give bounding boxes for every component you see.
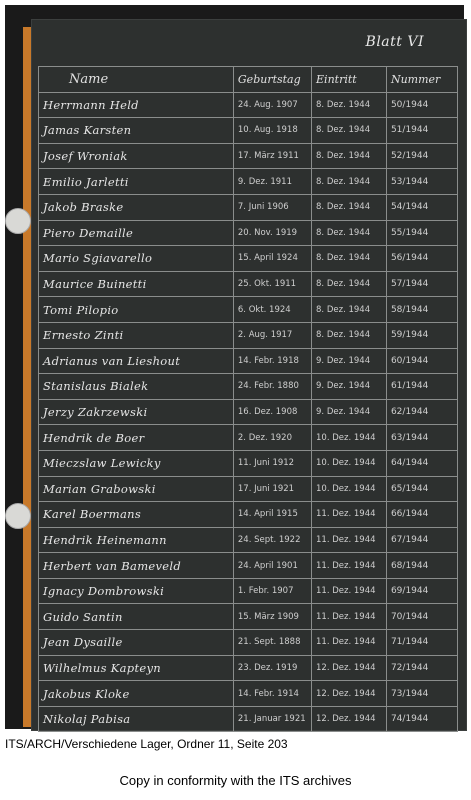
table-row (39, 220, 458, 246)
conformity-note: Copy in conformity with the ITS archives (119, 773, 352, 788)
entry-date-cell: 8. Dez. 1944 (312, 220, 387, 246)
birth-date-cell: 14. Febr. 1914 (233, 681, 311, 707)
name-cell: Maurice Buinetti (39, 271, 234, 297)
birth-date-cell: 23. Dez. 1919 (233, 655, 311, 681)
birth-date-cell: 24. Febr. 1880 (233, 374, 311, 400)
name-cell: Piero Demaille (39, 220, 234, 246)
table-row (39, 92, 458, 118)
birth-date-cell: 17. Juni 1921 (233, 476, 311, 502)
punch-hole-top (5, 208, 31, 234)
birth-date-cell: 10. Aug. 1918 (233, 118, 311, 144)
entry-date-cell: 8. Dez. 1944 (312, 322, 387, 348)
table-row (39, 374, 458, 400)
number-cell: 60/1944 (386, 348, 457, 374)
table-row (39, 476, 458, 502)
scanned-page (5, 5, 464, 729)
birth-date-cell: 17. März 1911 (233, 143, 311, 169)
table-row (39, 322, 458, 348)
header-row (39, 67, 458, 93)
name-cell: Wilhelmus Kapteyn (39, 655, 234, 681)
birth-date-cell: 14. April 1915 (233, 502, 311, 528)
name-cell: Jamas Karsten (39, 118, 234, 144)
number-cell: 52/1944 (386, 143, 457, 169)
birth-date-cell: 1. Febr. 1907 (233, 578, 311, 604)
table-row (39, 118, 458, 144)
entry-date-cell: 10. Dez. 1944 (312, 425, 387, 451)
birth-date-cell: 16. Dez. 1908 (233, 399, 311, 425)
header-name: Name (39, 67, 234, 93)
table-row (39, 450, 458, 476)
number-cell: 59/1944 (386, 322, 457, 348)
entry-date-cell: 8. Dez. 1944 (312, 194, 387, 220)
number-cell: 67/1944 (386, 527, 457, 553)
name-cell: Emilio Jarletti (39, 169, 234, 195)
header-number: Nummer (386, 67, 457, 93)
name-cell: Stanislaus Bialek (39, 374, 234, 400)
entry-date-cell: 8. Dez. 1944 (312, 118, 387, 144)
name-cell: Mieczslaw Lewicky (39, 450, 234, 476)
name-cell: Herrmann Held (39, 92, 234, 118)
table-row (39, 706, 458, 732)
number-cell: 61/1944 (386, 374, 457, 400)
entry-date-cell: 9. Dez. 1944 (312, 399, 387, 425)
table-row (39, 169, 458, 195)
birth-date-cell: 21. Sept. 1888 (233, 630, 311, 656)
name-cell: Jakobus Kloke (39, 681, 234, 707)
entry-date-cell: 11. Dez. 1944 (312, 604, 387, 630)
name-cell: Ignacy Dombrowski (39, 578, 234, 604)
ledger-table (38, 66, 458, 732)
number-cell: 68/1944 (386, 553, 457, 579)
birth-date-cell: 6. Okt. 1924 (233, 297, 311, 323)
entry-date-cell: 11. Dez. 1944 (312, 527, 387, 553)
entry-date-cell: 11. Dez. 1944 (312, 553, 387, 579)
table-row (39, 578, 458, 604)
table-row (39, 655, 458, 681)
number-cell: 56/1944 (386, 246, 457, 272)
entry-date-cell: 10. Dez. 1944 (312, 476, 387, 502)
table-row (39, 348, 458, 374)
number-cell: 58/1944 (386, 297, 457, 323)
birth-date-cell: 14. Febr. 1918 (233, 348, 311, 374)
table-row (39, 604, 458, 630)
number-cell: 71/1944 (386, 630, 457, 656)
name-cell: Mario Sgiavarello (39, 246, 234, 272)
birth-date-cell: 24. Sept. 1922 (233, 527, 311, 553)
table-row (39, 630, 458, 656)
entry-date-cell: 12. Dez. 1944 (312, 681, 387, 707)
number-cell: 57/1944 (386, 271, 457, 297)
table-row (39, 527, 458, 553)
table-row (39, 553, 458, 579)
number-cell: 53/1944 (386, 169, 457, 195)
number-cell: 65/1944 (386, 476, 457, 502)
table-row (39, 502, 458, 528)
entry-date-cell: 12. Dez. 1944 (312, 655, 387, 681)
entry-date-cell: 8. Dez. 1944 (312, 246, 387, 272)
sheet-label: Blatt VI (365, 34, 424, 50)
birth-date-cell: 24. Aug. 1907 (233, 92, 311, 118)
entry-date-cell: 11. Dez. 1944 (312, 578, 387, 604)
entry-date-cell: 8. Dez. 1944 (312, 92, 387, 118)
birth-date-cell: 20. Nov. 1919 (233, 220, 311, 246)
header-entry: Eintritt (312, 67, 387, 93)
birth-date-cell: 25. Okt. 1911 (233, 271, 311, 297)
name-cell: Jean Dysaille (39, 630, 234, 656)
table-row (39, 194, 458, 220)
number-cell: 70/1944 (386, 604, 457, 630)
name-cell: Marian Grabowski (39, 476, 234, 502)
header-birth: Geburtstag (233, 67, 311, 93)
name-cell: Ernesto Zinti (39, 322, 234, 348)
entry-date-cell: 11. Dez. 1944 (312, 502, 387, 528)
birth-date-cell: 21. Januar 1921 (233, 706, 311, 732)
number-cell: 74/1944 (386, 706, 457, 732)
table-row (39, 246, 458, 272)
birth-date-cell: 15. März 1909 (233, 604, 311, 630)
table-row (39, 681, 458, 707)
name-cell: Josef Wroniak (39, 143, 234, 169)
name-cell: Hendrik Heinemann (39, 527, 234, 553)
number-cell: 72/1944 (386, 655, 457, 681)
birth-date-cell: 9. Dez. 1911 (233, 169, 311, 195)
name-cell: Adrianus van Lieshout (39, 348, 234, 374)
table-row (39, 399, 458, 425)
number-cell: 51/1944 (386, 118, 457, 144)
name-cell: Nikolaj Pabisa (39, 706, 234, 732)
ledger-sheet (31, 19, 467, 731)
entry-date-cell: 11. Dez. 1944 (312, 630, 387, 656)
table-row (39, 143, 458, 169)
entry-date-cell: 8. Dez. 1944 (312, 297, 387, 323)
name-cell: Tomi Pilopio (39, 297, 234, 323)
name-cell: Jakob Braske (39, 194, 234, 220)
number-cell: 62/1944 (386, 399, 457, 425)
entry-date-cell: 9. Dez. 1944 (312, 348, 387, 374)
entry-date-cell: 8. Dez. 1944 (312, 271, 387, 297)
number-cell: 73/1944 (386, 681, 457, 707)
table-row (39, 425, 458, 451)
birth-date-cell: 2. Aug. 1917 (233, 322, 311, 348)
number-cell: 66/1944 (386, 502, 457, 528)
birth-date-cell: 7. Juni 1906 (233, 194, 311, 220)
table-row (39, 297, 458, 323)
birth-date-cell: 24. April 1901 (233, 553, 311, 579)
name-cell: Hendrik de Boer (39, 425, 234, 451)
name-cell: Karel Boermans (39, 502, 234, 528)
name-cell: Herbert van Bameveld (39, 553, 234, 579)
entry-date-cell: 9. Dez. 1944 (312, 374, 387, 400)
birth-date-cell: 15. April 1924 (233, 246, 311, 272)
number-cell: 69/1944 (386, 578, 457, 604)
table-row (39, 271, 458, 297)
entry-date-cell: 8. Dez. 1944 (312, 143, 387, 169)
number-cell: 50/1944 (386, 92, 457, 118)
punch-hole-bottom (5, 503, 31, 529)
number-cell: 55/1944 (386, 220, 457, 246)
number-cell: 64/1944 (386, 450, 457, 476)
archive-caption: ITS/ARCH/Verschiedene Lager, Ordner 11, Seite 203 (5, 737, 288, 751)
entry-date-cell: 10. Dez. 1944 (312, 450, 387, 476)
number-cell: 63/1944 (386, 425, 457, 451)
birth-date-cell: 11. Juni 1912 (233, 450, 311, 476)
entry-date-cell: 8. Dez. 1944 (312, 169, 387, 195)
entry-date-cell: 12. Dez. 1944 (312, 706, 387, 732)
number-cell: 54/1944 (386, 194, 457, 220)
birth-date-cell: 2. Dez. 1920 (233, 425, 311, 451)
name-cell: Guido Santin (39, 604, 234, 630)
name-cell: Jerzy Zakrzewski (39, 399, 234, 425)
